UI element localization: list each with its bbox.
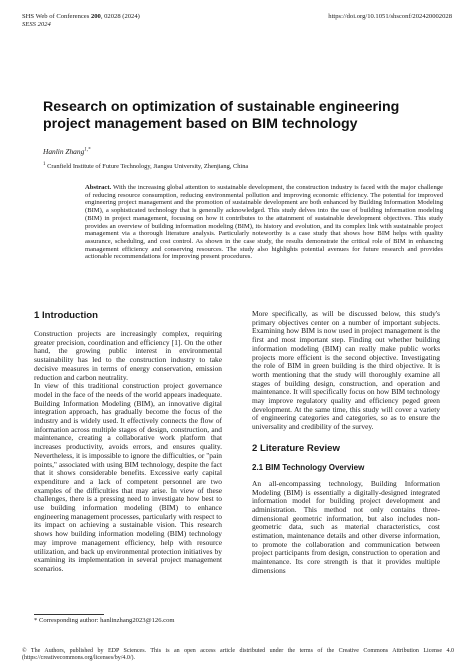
left-column [34,310,222,574]
paper-title: Research on optimization of sustainable engineering project management based on BIM technology [43,99,400,132]
right-column [252,310,440,576]
author-marks: 1,* [84,147,91,153]
affiliation: $^1$ Cranfield Institute of Future Technology, Jiangsu University, Zhenjiang, China [43,162,249,171]
footnote-divider [34,614,104,615]
paragraph: In view of this traditional construction project governance model in the face of the needs of the world appears inadequate. Building Information Modeling (BIM), an innovative digital integration approach, has gradually become the focus of the industry and is widely used. It effectively connects the flow of information across multiple stages of design, construction, and maintenance, creating a collaborative work platform that increases productivity, avoids errors, and ensures quality. Nevertheless, it is impossible to ignore the difficulties, or "pain points," associated with using BIM technology, despite the fact that it shows considerable benefits. Excessive early capital expenditure and a lack of competent personnel are two examples of the difficulties that may arise. In view of these challenges, there is a pressing need to investigate how best to use building information modeling (BIM) to enhance engineering management processes, particularly with respect to its impact on achieving a sustainable vision. This research shows how building information modeling (BIM) technology may improve management efficiency, help with resource utilization, and back up environmental protection initiatives by examining its implementation in several project management scenarios. [34,381,222,573]
author-line [43,147,91,156]
subsection-heading-bim-overview: 2.1 BIM Technology Overview [252,462,365,472]
abstract [85,184,443,261]
author-name: Hanlin Zhang [43,147,85,156]
paragraph: An all-encompassing technology, Building Information Modeling (BIM) is essentially a digitally-designed integrated information model for building project development and administration. This method not only contains three-dimensional geometric information, but also includes non-geometric data, such as material characteristics, cost estimation, maintenance details and other diverse information, to promote the collaboration and communication between project participants from design, construction to operation and maintenance. Its core strength is that it provides multiple dimensions [252,478,440,575]
abstract-label: Abstract. [85,184,112,191]
journal-citation: SHS Web of Conferences 200, 02028 (2024) [22,13,140,20]
footnote: * Corresponding author: hanlinzhang2023@126.com [34,617,175,624]
abstract-text: With the increasing global attention to sustainable development, the construction industry is faced with the major challenge of reducing resource consumption, reducing environmental pollution and improving economic efficiency. The potential for improved engineering project management and the promotion of sustainable development are both enhanced by Building Information Modeling (BIM), a sophisticated technology that is generally acknowledged. This study delves into the use of building information modeling (BIM) in project management, focusing on how it contributes to the attainment of sustainable development objectives. This study provides an overview of building information modeling (BIM), its history and evolution, and its complex link with sustainable project management via a thorough literature analysis. Particularly noteworthy is a case study that shows how BIM helps with quality assurance, scheduling, and cost control. As shown in the case study, the results demonstrate the critical role of BIM in enhancing management efficiency and conserving resources. The study also highlights potential avenues for future research and provides actionable recommendations for improving present procedures. [85,184,443,261]
doi-link[interactable]: https://doi.org/10.1051/shsconf/202420002028 [328,13,452,20]
affiliation-mark: 1 [43,162,46,167]
paragraph: Construction projects are increasingly complex, requiring greater precision, coordination and efficiency [1]. On the other hand, the growing public interest in environmental sustainability has led to the construction industry to take decisive measures in terms of energy conservation, emission reduction and carbon neutrality. [34,329,222,382]
section-heading-literature-review: 2 Literature Review [252,442,340,454]
journal-volume: 200 [90,13,101,20]
paragraph: More specifically, as will be discussed below, this study's primary objectives center on a number of important subjects. Examining how BIM is now used in project management is the first and most important step. Finding out whether building information modeling (BIM) can really make public works projects more efficient is the second objective. Investigating the role of BIM in green building is the third objective. It is worth mentioning that the study will thoroughly examine all stages of building design, construction, and operation and maintenance. It will specifically focus on how BIM technology may improve regulatory quality and efficiency peged green development. At the same time, this study will cover a variety of engineering categories and categories, so as to ensure the universality and credibility of the survey. [252,309,440,432]
conference-name: SESS 2024 [22,21,51,28]
section-heading-introduction: 1 Introduction [34,310,98,321]
author-email-link[interactable]: hanlinzhang2023@126.com [100,617,175,624]
running-header-left [22,13,140,29]
license-footer: © The Authors, published by EDP Sciences. This is an open access article distributed under the terms of the Creative Commons Attribution License 4.0 (https://creativecommons.org/licenses/by/4.0/). [22,648,454,662]
